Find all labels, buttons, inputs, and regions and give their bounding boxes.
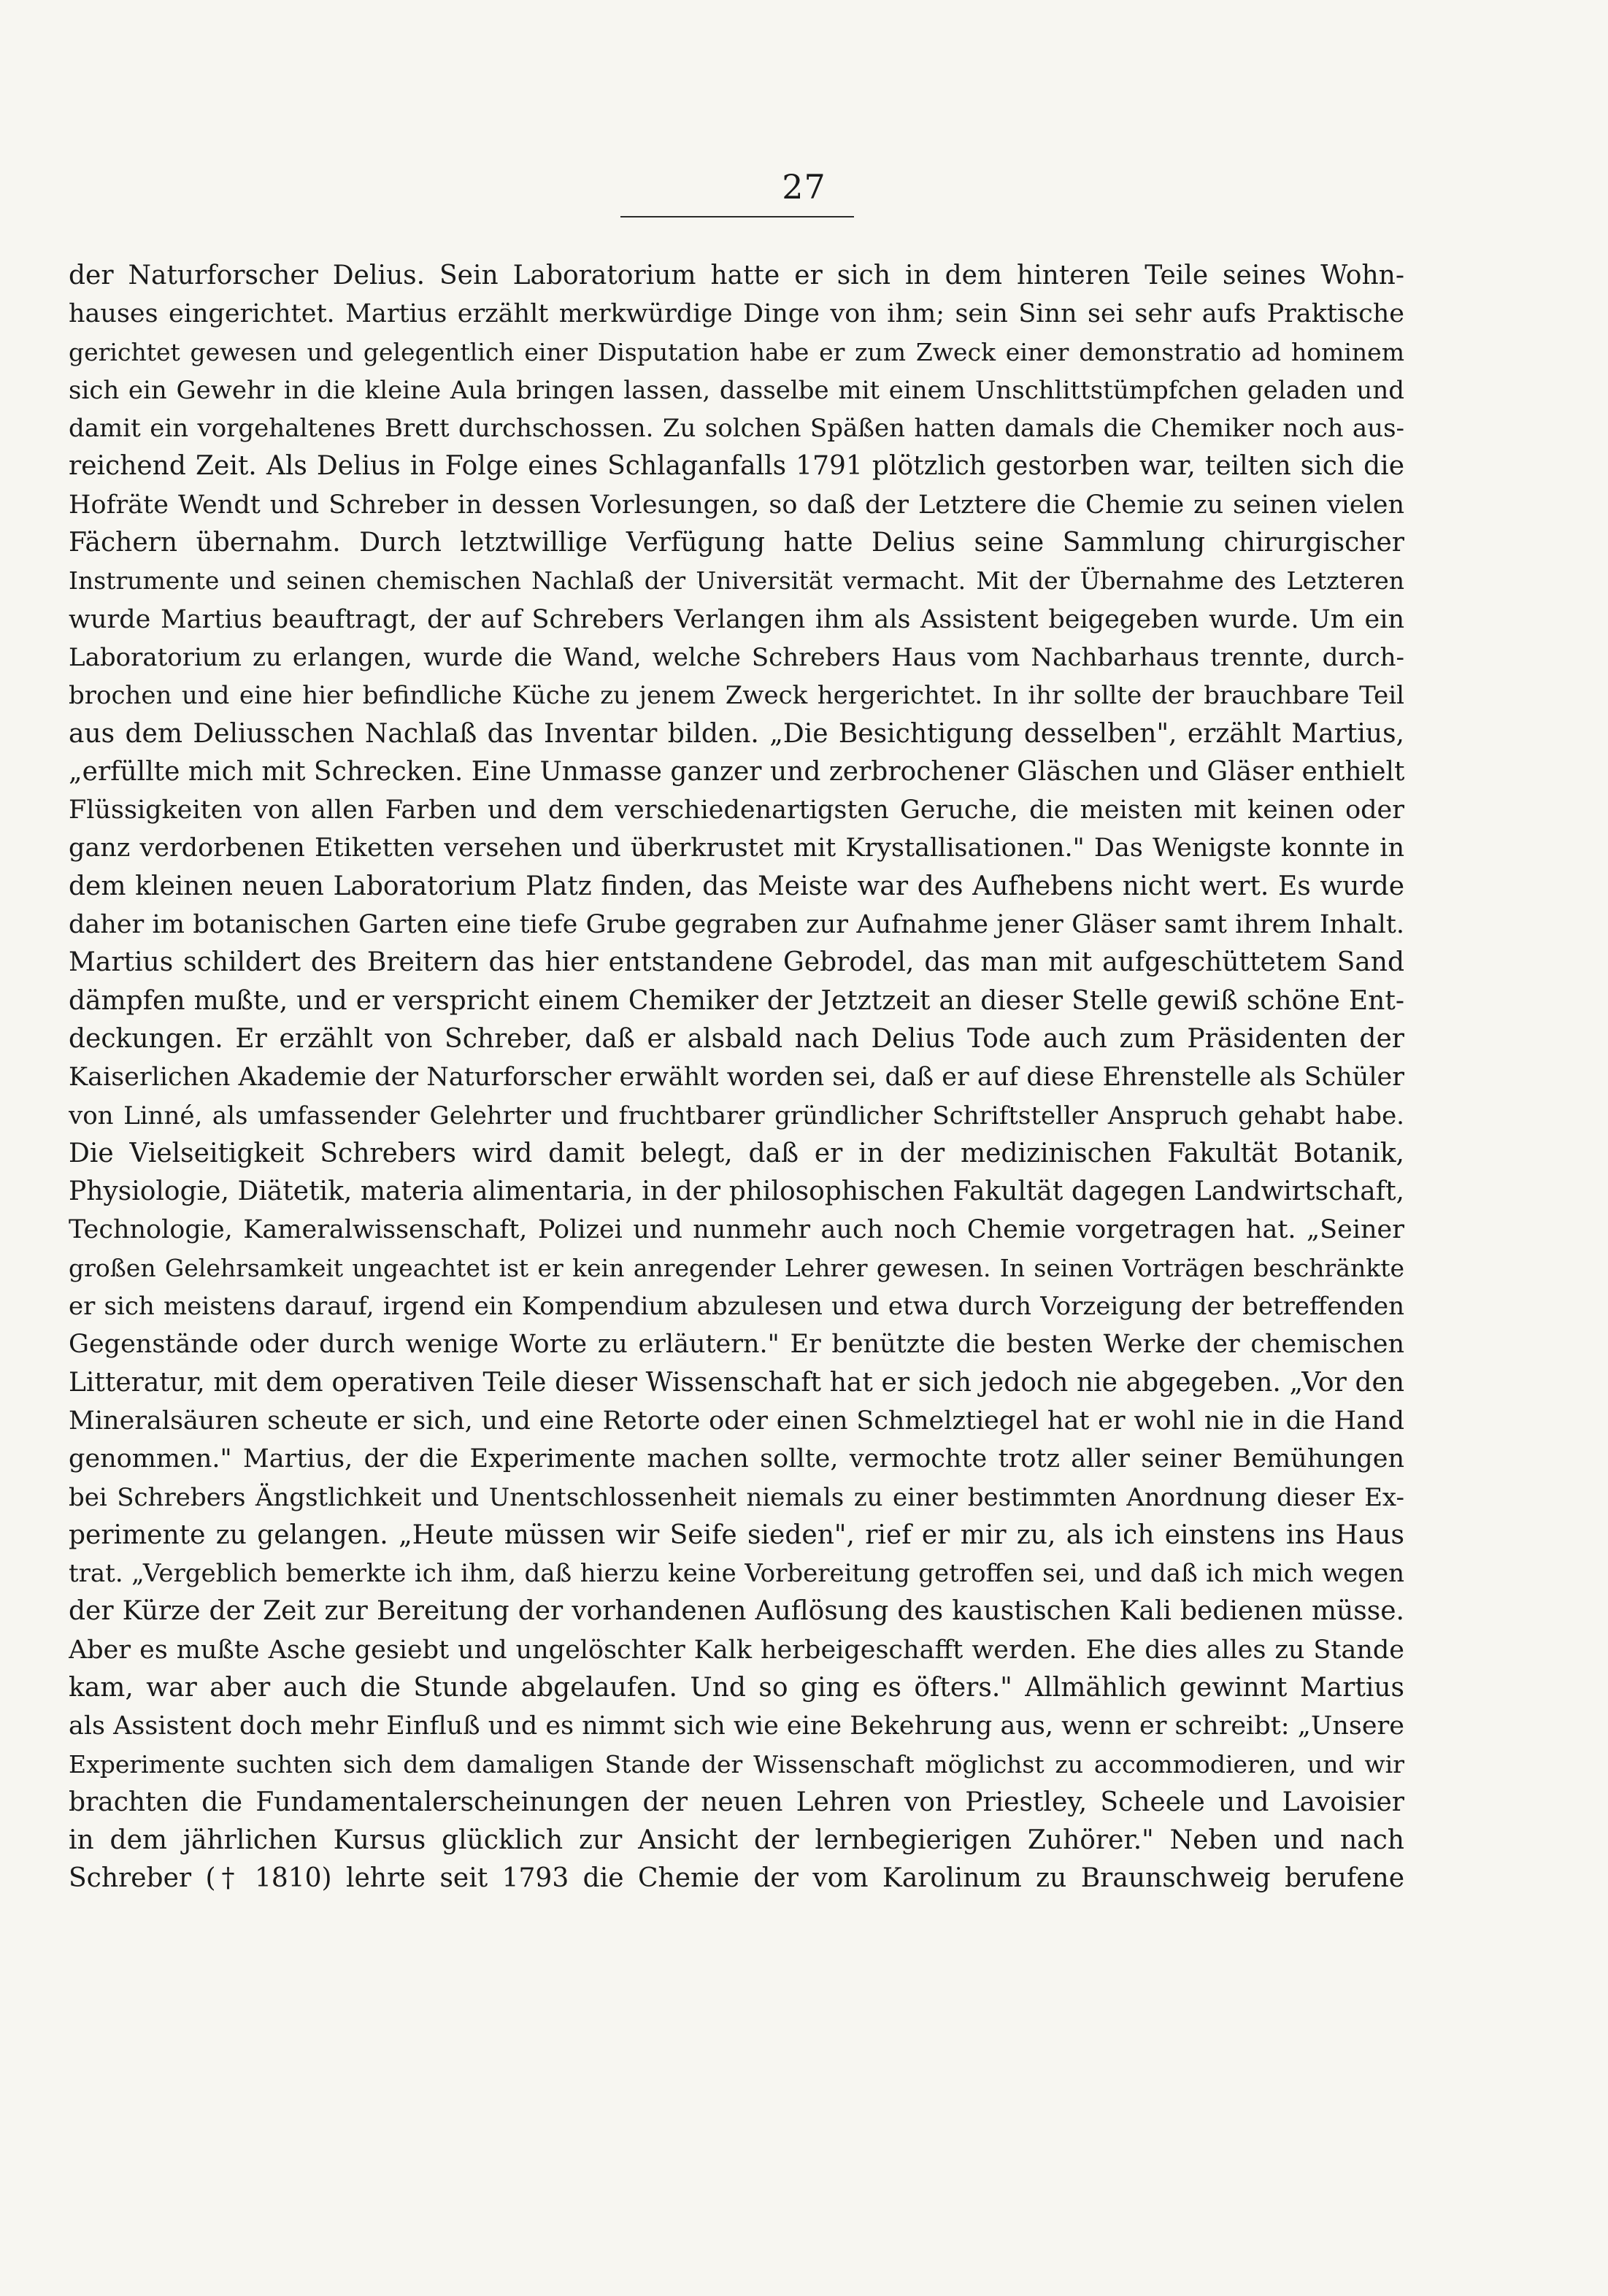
text-line-28: er sich meistens darauf, irgend ein Kompendium abzulesen und etwa durch Vorzeigung der betreffenden: [69, 1292, 1404, 1322]
text-line-40: Experimente suchten sich dem damaligen Stande der Wissenschaft möglichst zu accommodieren, und wir: [69, 1749, 1404, 1779]
text-line-36: der Kürze der Zeit zur Bereitung der vorhandenen Auflösung des kaustischen Kali bedienen müsse.: [69, 1596, 1404, 1627]
text-line-35: trat. „Vergeblich bemerkte ich ihm, daß hierzu keine Vorbereitung getroffen sei, und daß ich mich wegen: [69, 1559, 1404, 1589]
text-line-7: Hofräte Wendt und Schreber in dessen Vorlesungen, so daß der Letztere die Chemie zu seinen vielen: [69, 490, 1404, 520]
text-line-3: gerichtet gewesen und gelegentlich einer Disputation habe er zum Zweck einer demonstratio ad hominem: [69, 337, 1404, 366]
text-line-10: wurde Martius beauftragt, der auf Schrebers Verlangen ihm als Assistent beigegeben wurde. Um ein: [69, 604, 1404, 634]
text-line-38: kam, war aber auch die Stunde abgelaufen. Und so ging es öfters." Allmählich gewinnt Martius: [69, 1672, 1404, 1703]
text-line-23: von Linné, als umfassender Gelehrter und fruchtbarer gründlicher Schriftsteller Anspruch gehabt habe.: [69, 1101, 1404, 1130]
text-line-16: ganz verdorbenen Etiketten versehen und überkrustet mit Krystallisationen." Das Wenigste konnte in: [69, 833, 1404, 863]
text-line-33: bei Schrebers Ängstlichkeit und Unentschlossenheit niemals zu einer bestimmten Anordnung dieser Ex-: [69, 1482, 1404, 1512]
text-line-29: Gegenstände oder durch wenige Worte zu erläutern." Er benützte die besten Werke der chemischen: [69, 1330, 1404, 1360]
text-line-24: Die Vielseitigkeit Schrebers wird damit belegt, daß er in der medizinischen Fakultät Botanik,: [69, 1138, 1404, 1168]
text-line-17: dem kleinen neuen Laboratorium Platz finden, das Meiste war des Aufhebens nicht wert. Es wurde: [69, 871, 1404, 901]
text-line-6: reichend Zeit. Als Delius in Folge eines Schlaganfalls 1791 plötzlich gestorben war, teilten sich die: [69, 451, 1404, 482]
text-line-22: Kaiserlichen Akademie der Naturforscher erwählt worden sei, daß er auf diese Ehrenstelle als Schüler: [69, 1063, 1404, 1093]
text-line-43: Schreber († 1810) lehrte seit 1793 die Chemie der vom Karolinum zu Braunschweig berufene: [69, 1863, 1404, 1894]
text-line-11: Laboratorium zu erlangen, wurde die Wand, welche Schrebers Haus vom Nachbarhaus trennte, durch-: [69, 642, 1404, 672]
text-line-26: Technologie, Kameralwissenschaft, Polizei und nunmehr auch noch Chemie vorgetragen hat. „Seiner: [69, 1215, 1404, 1245]
text-line-8: Fächern übernahm. Durch letztwillige Verfügung hatte Delius seine Sammlung chirurgischer: [69, 528, 1404, 558]
text-line-31: Mineralsäuren scheute er sich, und eine Retorte oder einen Schmelztiegel hat er wohl nie in die Hand: [69, 1406, 1404, 1436]
text-line-42: in dem jährlichen Kursus glücklich zur Ansicht der lernbegierigen Zuhörer." Neben und nach: [69, 1825, 1404, 1856]
text-line-14: „erfüllte mich mit Schrecken. Eine Unmasse ganzer und zerbrochener Gläschen und Gläser enthielt: [69, 756, 1404, 787]
text-line-18: daher im botanischen Garten eine tiefe Grube gegraben zur Aufnahme jener Gläser samt ihrem Inhalt.: [69, 910, 1404, 940]
text-line-1: der Naturforscher Delius. Sein Laboratorium hatte er sich in dem hinteren Teile seines Wohn-: [69, 261, 1404, 290]
text-line-39: als Assistent doch mehr Einfluß und es nimmt sich wie eine Bekehrung aus, wenn er schreibt: „Unsere: [69, 1711, 1404, 1741]
text-line-9: Instrumente und seinen chemischen Nachlaß der Universität vermacht. Mit der Übernahme des Letzteren: [69, 566, 1404, 596]
text-line-5: damit ein vorgehaltenes Brett durchschossen. Zu solchen Späßen hatten damals die Chemiker noch aus-: [69, 414, 1404, 444]
text-line-15: Flüssigkeiten von allen Farben und dem verschiedenartigsten Geruche, die meisten mit keinen oder: [69, 795, 1404, 825]
text-line-25: Physiologie, Diätetik, materia alimentaria, in der philosophischen Fakultät dagegen Landwirtschaft,: [69, 1176, 1404, 1207]
text-line-21: deckungen. Er erzählt von Schreber, daß er alsbald nach Delius Tode auch zum Präsidenten der: [69, 1023, 1404, 1054]
text-line-27: großen Gelehrsamkeit ungeachtet ist er kein anregender Lehrer gewesen. In seinen Vorträgen beschränkte: [69, 1253, 1404, 1282]
text-line-4: sich ein Gewehr in die kleine Aula bringen lassen, dasselbe mit einem Unschlittstümpfchen geladen und: [69, 375, 1404, 405]
body-text: [69, 257, 1404, 1898]
text-line-19: Martius schildert des Breitern das hier entstandene Gebrodel, das man mit aufgeschüttetem Sand: [69, 947, 1404, 978]
text-line-20: dämpfen mußte, und er verspricht einem Chemiker der Jetztzeit an dieser Stelle gewiß schöne Ent-: [69, 985, 1404, 1016]
text-line-2: hauses eingerichtet. Martius erzählt merkwürdige Dinge von ihm; sein Sinn sei sehr aufs Praktische: [69, 299, 1404, 329]
text-line-34: perimente zu gelangen. „Heute müssen wir Seife sieden", rief er mir zu, als ich einstens ins Haus: [69, 1519, 1404, 1550]
header-rule: [620, 216, 854, 217]
text-line-13: aus dem Deliusschen Nachlaß das Inventar bilden. „Die Besichtigung desselben", erzählt Martius,: [69, 718, 1404, 749]
text-line-37: Aber es mußte Asche gesiebt und ungelöschter Kalk herbeigeschafft werden. Ehe dies alles zu Stande: [69, 1635, 1404, 1665]
text-line-32: genommen." Martius, der die Experimente machen sollte, vermochte trotz aller seiner Bemühungen: [69, 1444, 1404, 1474]
text-line-41: brachten die Fundamentalerscheinungen der neuen Lehren von Priestley, Scheele und Lavoisier: [69, 1787, 1404, 1817]
text-line-30: Litteratur, mit dem operativen Teile dieser Wissenschaft hat er sich jedoch nie abgegeben. „Vor den: [69, 1367, 1404, 1398]
text-line-12: brochen und eine hier befindliche Küche zu jenem Zweck hergerichtet. In ihr sollte der brauchbare Teil: [69, 681, 1404, 711]
page-number: 27: [782, 167, 826, 207]
